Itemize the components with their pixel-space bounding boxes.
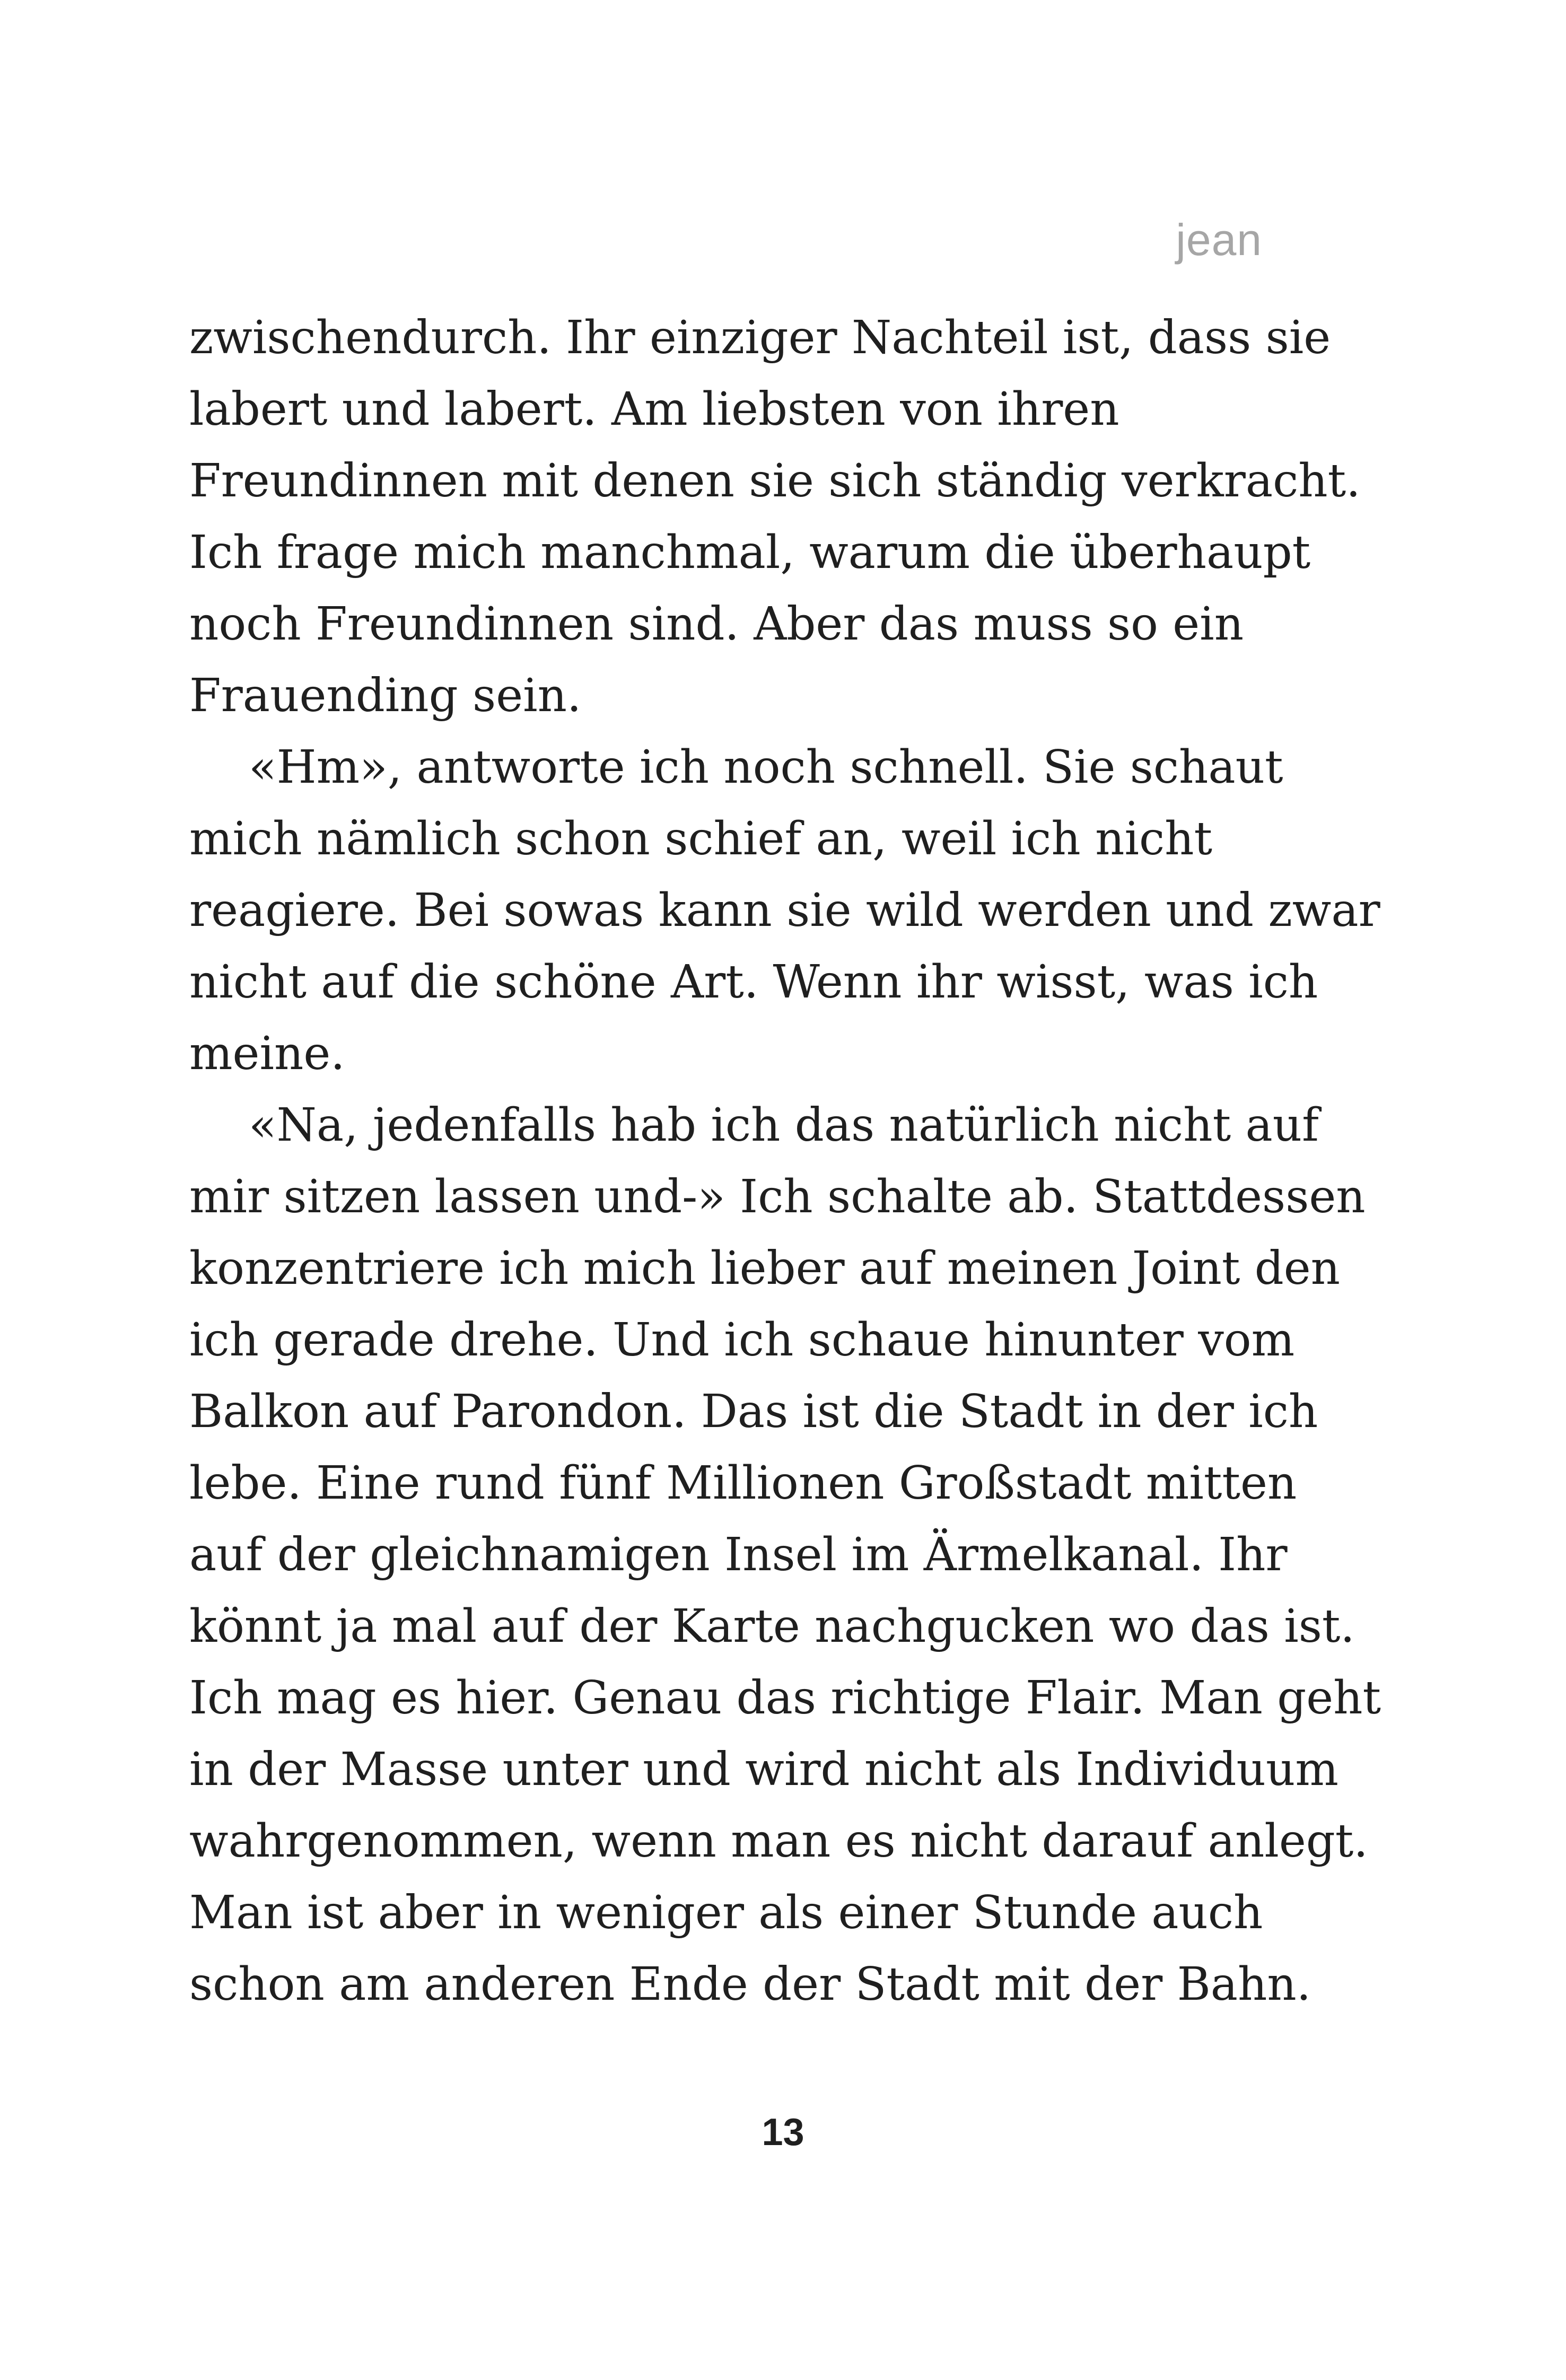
text-line: schon am anderen Ende der Stadt mit der Bahn. — [189, 1958, 1311, 2011]
text-line: auf der gleichnamigen Insel im Ärmelkanal. Ihr — [189, 1528, 1288, 1581]
text-line: labert und labert. Am liebsten von ihren — [189, 383, 1119, 436]
text-line: mir sitzen lassen und-» Ich schalte ab. Stattdessen — [189, 1170, 1366, 1223]
text-line: Frauending sein. — [189, 669, 582, 722]
text-line: meine. — [189, 1027, 345, 1080]
text-line: könnt ja mal auf der Karte nachgucken wo das ist. — [189, 1600, 1355, 1653]
text-line: reagiere. Bei sowas kann sie wild werden und zwar — [189, 884, 1380, 937]
text-line: «Hm», antworte ich noch schnell. Sie schaut — [249, 741, 1283, 794]
text-line: lebe. Eine rund fünf Millionen Großstadt mitten — [189, 1457, 1297, 1510]
text-line: nicht auf die schöne Art. Wenn ihr wisst, was ich — [189, 956, 1318, 1009]
text-line: Balkon auf Parondon. Das ist die Stadt in der ich — [189, 1385, 1318, 1438]
text-line: zwischendurch. Ihr einziger Nachteil ist, dass sie — [189, 311, 1331, 364]
text-line: Freundinnen mit denen sie sich ständig verkracht. — [189, 454, 1361, 508]
text-line: Ich frage mich manchmal, warum die überhaupt — [189, 526, 1311, 579]
text-line: mich nämlich schon schief an, weil ich nicht — [189, 812, 1213, 865]
text-line: Man ist aber in weniger als einer Stunde auch — [189, 1886, 1263, 1939]
running-head: jean — [1176, 215, 1262, 265]
text-line: ich gerade drehe. Und ich schaue hinunter vom — [189, 1314, 1295, 1367]
text-line: konzentriere ich mich lieber auf meinen Joint den — [189, 1242, 1341, 1295]
text-line: «Na, jedenfalls hab ich das natürlich nicht auf — [249, 1099, 1319, 1152]
text-line: wahrgenommen, wenn man es nicht darauf anlegt. — [189, 1815, 1368, 1868]
body-text — [189, 302, 1381, 2020]
text-line: in der Masse unter und wird nicht als Individuum — [189, 1743, 1338, 1796]
text-line: noch Freundinnen sind. Aber das muss so ein — [189, 598, 1244, 651]
page-number: 13 — [762, 2111, 804, 2154]
text-line: Ich mag es hier. Genau das richtige Flair. Man geht — [189, 1672, 1381, 1725]
